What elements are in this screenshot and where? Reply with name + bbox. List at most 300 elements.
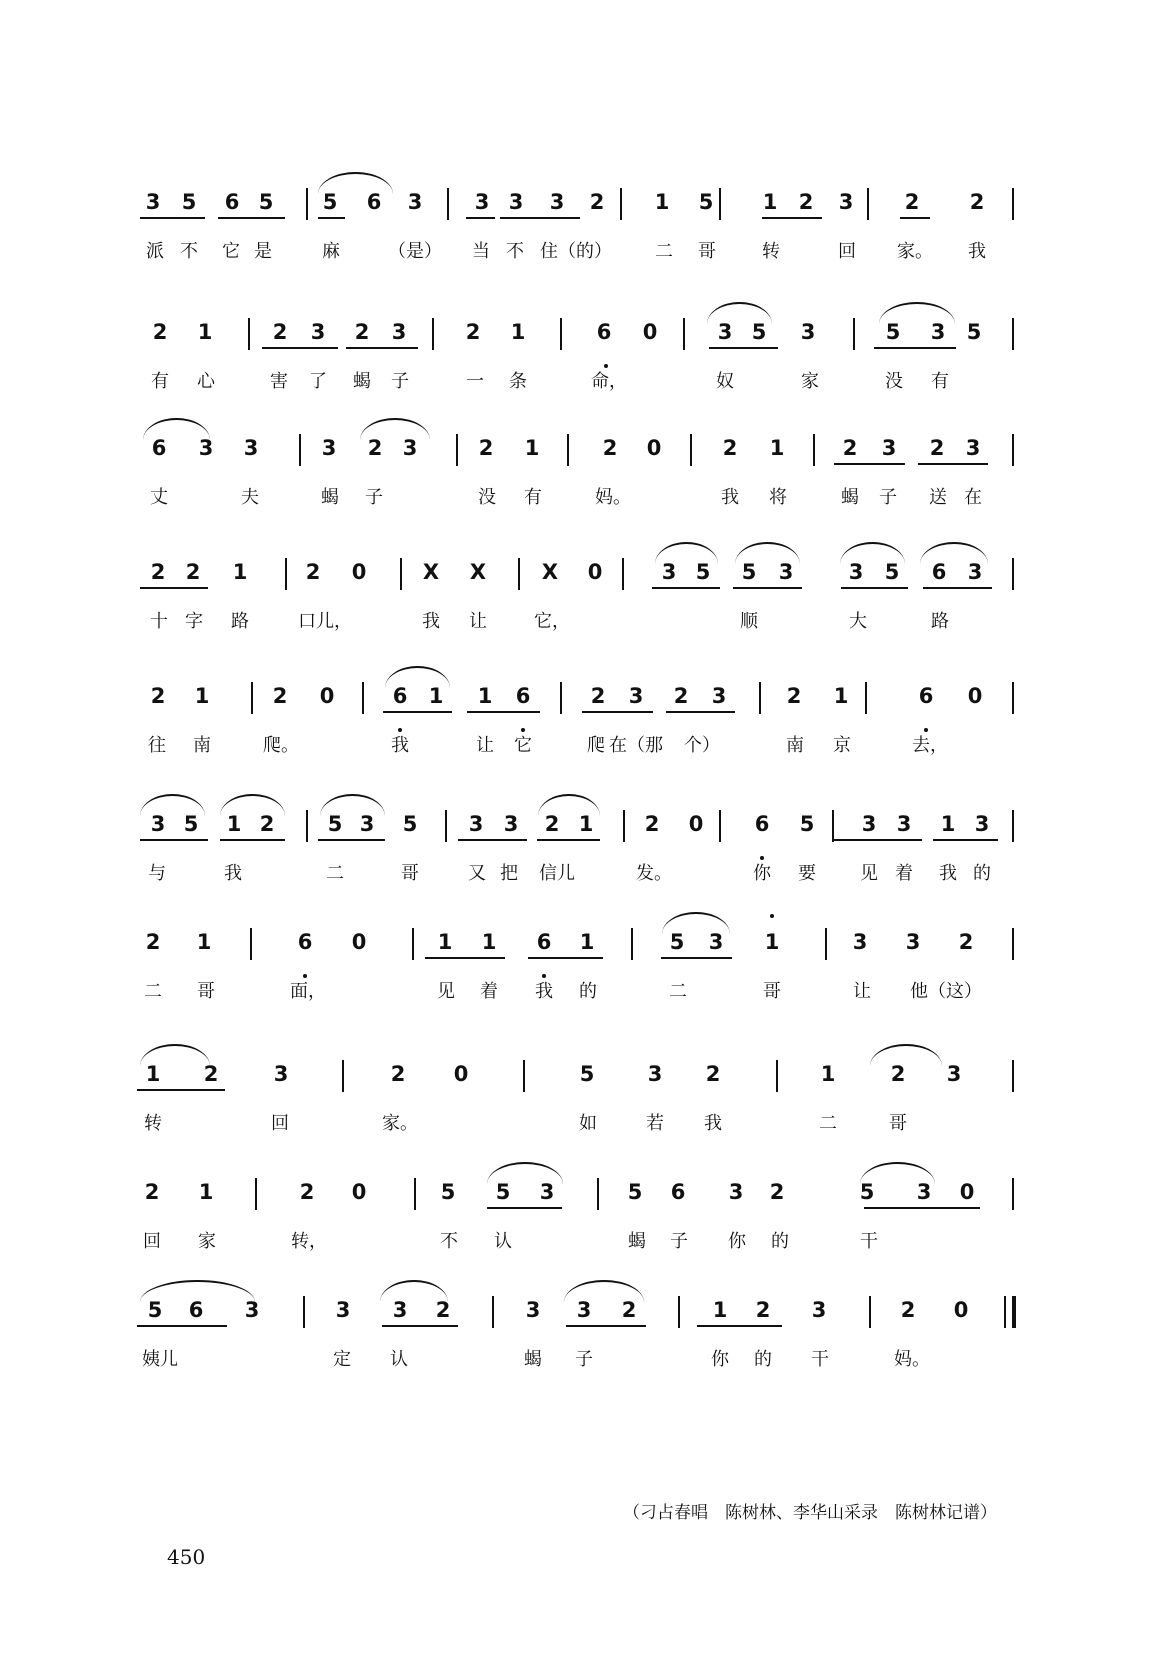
note: 0 — [351, 930, 367, 954]
barline — [622, 558, 624, 590]
octave-dot — [604, 364, 608, 368]
note: 6 — [151, 436, 167, 460]
note: 5 — [799, 812, 815, 836]
lyric-syllable: 我 — [535, 981, 553, 1002]
barline — [759, 682, 761, 714]
barline — [776, 1060, 778, 1092]
note: 5 — [181, 190, 197, 214]
beam-underline — [140, 587, 208, 589]
barline — [631, 928, 633, 960]
octave-dot — [924, 728, 928, 732]
note: 5 — [627, 1180, 643, 1204]
beam-underline — [383, 711, 452, 713]
note: 3 — [525, 1298, 541, 1322]
credit-text: （刁占春唱 陈树林、李华山采录 陈树林记谱） — [623, 1503, 997, 1523]
note: 0 — [953, 1298, 969, 1322]
lyric-syllable: 认 — [390, 1349, 408, 1370]
note: 2 — [354, 320, 370, 344]
note: 2 — [602, 436, 618, 460]
note: 3 — [717, 320, 733, 344]
note: 0 — [646, 436, 662, 460]
lyric-syllable: 的 — [973, 863, 991, 884]
note: 2 — [590, 684, 606, 708]
beam-underline — [466, 217, 495, 219]
lyric-syllable: 蝎 — [321, 487, 339, 508]
barline — [1012, 810, 1014, 842]
lyric-syllable: 转 — [144, 1113, 162, 1134]
note: 2 — [144, 1180, 160, 1204]
lyric-syllable: 子 — [879, 487, 897, 508]
lyric-syllable: （是） — [388, 241, 442, 262]
lyric-syllable: 要 — [798, 863, 816, 884]
barline — [813, 434, 815, 466]
lyric-syllable: 转， — [291, 1231, 327, 1252]
lyric-syllable: 十 — [150, 611, 168, 632]
lyric-syllable: 你 — [753, 863, 771, 884]
lyric-syllable: 让 — [853, 981, 871, 1002]
note: 3 — [946, 1062, 962, 1086]
lyric-syllable: 路 — [931, 611, 949, 632]
note: 3 — [539, 1180, 555, 1204]
note: 2 — [390, 1062, 406, 1086]
barline — [362, 682, 364, 714]
slur-arc — [220, 794, 285, 816]
barline — [865, 682, 867, 714]
note: 3 — [321, 436, 337, 460]
note: 5 — [698, 190, 714, 214]
note: 5 — [258, 190, 274, 214]
note: 2 — [644, 812, 660, 836]
lyric-syllable: 让 — [469, 611, 487, 632]
lyric-syllable: 家 — [801, 371, 819, 392]
barline — [400, 558, 402, 590]
lyric-syllable: 麻 — [322, 241, 340, 262]
note: 6 — [931, 560, 947, 584]
barline — [412, 928, 414, 960]
beam-underline — [137, 1325, 227, 1327]
lyric-syllable: 京 — [833, 735, 851, 756]
barline — [306, 810, 308, 842]
lyric-syllable: 哥 — [889, 1113, 907, 1134]
barline — [623, 810, 625, 842]
barline — [432, 318, 434, 350]
lyric-syllable: 往 — [148, 735, 166, 756]
barline — [678, 1296, 680, 1328]
lyric-syllable: 让 — [476, 735, 494, 756]
beam-underline — [537, 839, 600, 841]
lyric-syllable: 二 — [669, 981, 687, 1002]
note: 2 — [769, 1180, 785, 1204]
note: 1 — [232, 560, 248, 584]
note: 3 — [848, 560, 864, 584]
barline — [1012, 434, 1014, 466]
note: 1 — [524, 436, 540, 460]
note: 0 — [642, 320, 658, 344]
lyric-syllable: 哥 — [197, 981, 215, 1002]
beam-underline — [458, 839, 527, 841]
lyric-syllable: 姨儿 — [142, 1349, 178, 1370]
barline — [597, 1178, 599, 1210]
note: 2 — [722, 436, 738, 460]
slur-arc — [538, 794, 600, 816]
page-number: 450 — [167, 1545, 206, 1569]
lyric-syllable: 二 — [144, 981, 162, 1002]
barline — [1012, 682, 1014, 714]
barline — [620, 188, 622, 220]
barline — [250, 928, 252, 960]
note: 3 — [359, 812, 375, 836]
barline — [867, 188, 869, 220]
lyric-syllable: 哥 — [763, 981, 781, 1002]
beam-underline — [697, 1325, 782, 1327]
note: 1 — [226, 812, 242, 836]
note: 1 — [764, 930, 780, 954]
barline — [719, 188, 721, 220]
note: 3 — [503, 812, 519, 836]
lyric-syllable: 若 — [646, 1113, 664, 1134]
lyric-syllable: 蝎 — [353, 371, 371, 392]
lyric-syllable: 哥 — [401, 863, 419, 884]
lyric-syllable: 二 — [655, 241, 673, 262]
lyric-syllable: 定 — [333, 1349, 351, 1370]
note: 3 — [647, 1062, 663, 1086]
note: 2 — [890, 1062, 906, 1086]
lyric-syllable: 口儿， — [298, 611, 352, 632]
note: 1 — [712, 1298, 728, 1322]
beam-underline — [425, 957, 505, 959]
lyric-syllable: 转 — [762, 241, 780, 262]
note: 3 — [965, 436, 981, 460]
beam-underline — [137, 1089, 225, 1091]
score-system-9 — [0, 1180, 1157, 1290]
note: 5 — [440, 1180, 456, 1204]
slur-arc — [707, 302, 772, 324]
barline — [1012, 928, 1014, 960]
credit-line — [0, 1498, 1157, 1523]
score-system-6 — [0, 812, 1157, 922]
note: X — [422, 560, 440, 584]
note: 1 — [481, 930, 497, 954]
note: 5 — [327, 812, 343, 836]
note: 5 — [695, 560, 711, 584]
note: 2 — [152, 320, 168, 344]
lyric-syllable: 南 — [193, 735, 211, 756]
lyric-syllable: 面， — [290, 981, 326, 1002]
beam-underline — [140, 217, 205, 219]
lyric-syllable: 了 — [309, 371, 327, 392]
beam-underline — [346, 347, 418, 349]
lyric-syllable: 个） — [684, 735, 720, 756]
note: 2 — [904, 190, 920, 214]
note: 5 — [322, 190, 338, 214]
barline — [523, 1060, 525, 1092]
note: 2 — [755, 1298, 771, 1322]
barline — [251, 682, 253, 714]
lyric-syllable: 在（那 — [609, 735, 663, 756]
lyric-syllable: 蝎 — [628, 1231, 646, 1252]
note: 1 — [820, 1062, 836, 1086]
note: 2 — [478, 436, 494, 460]
note: 3 — [852, 930, 868, 954]
slur-arc — [879, 302, 955, 324]
barline — [1012, 1060, 1014, 1092]
note: 1 — [510, 320, 526, 344]
octave-dot — [760, 856, 764, 860]
beam-underline — [500, 217, 580, 219]
barline — [342, 1060, 344, 1092]
note: 2 — [185, 560, 201, 584]
barline — [832, 810, 834, 842]
lyric-syllable: 你 — [711, 1349, 729, 1370]
barline — [285, 558, 287, 590]
lyric-syllable: 回 — [271, 1113, 289, 1134]
lyric-syllable: 你 — [728, 1231, 746, 1252]
note: 5 — [741, 560, 757, 584]
note: 3 — [661, 560, 677, 584]
note: 3 — [930, 320, 946, 344]
note: 0 — [967, 684, 983, 708]
barline — [719, 810, 721, 842]
lyric-syllable: 当 — [472, 241, 490, 262]
note: 5 — [884, 560, 900, 584]
beam-underline — [923, 587, 992, 589]
lyric-syllable: 认 — [494, 1231, 512, 1252]
note: 2 — [145, 930, 161, 954]
note: 3 — [778, 560, 794, 584]
note: 3 — [905, 930, 921, 954]
lyric-syllable: 蝎 — [524, 1349, 542, 1370]
note: 3 — [896, 812, 912, 836]
note: 0 — [959, 1180, 975, 1204]
lyric-syllable: 把 — [500, 863, 518, 884]
lyric-syllable: 有 — [524, 487, 542, 508]
score-system-2 — [0, 320, 1157, 430]
lyric-syllable: 将 — [769, 487, 787, 508]
note: 3 — [391, 320, 407, 344]
note: 1 — [940, 812, 956, 836]
octave-dot — [542, 974, 546, 978]
lyric-syllable: 南 — [786, 735, 804, 756]
note: 6 — [224, 190, 240, 214]
note: 2 — [798, 190, 814, 214]
note: 0 — [453, 1062, 469, 1086]
lyric-syllable: 子 — [365, 487, 383, 508]
note: 6 — [536, 930, 552, 954]
note: 1 — [578, 812, 594, 836]
barline — [853, 318, 855, 350]
lyric-syllable: 家。 — [897, 241, 933, 262]
lyric-syllable: 我 — [391, 735, 409, 756]
note: 3 — [861, 812, 877, 836]
note: 2 — [621, 1298, 637, 1322]
lyric-syllable: 见 — [860, 863, 878, 884]
note: 2 — [305, 560, 321, 584]
note: 3 — [974, 812, 990, 836]
final-barline — [1012, 1296, 1016, 1328]
beam-underline — [709, 347, 778, 349]
lyric-syllable: 的 — [579, 981, 597, 1002]
beam-underline — [382, 1325, 458, 1327]
score-system-5 — [0, 684, 1157, 794]
note: 3 — [402, 436, 418, 460]
lyric-syllable: 家。 — [382, 1113, 418, 1134]
note: 6 — [515, 684, 531, 708]
score-system-8 — [0, 1062, 1157, 1172]
note: 2 — [929, 436, 945, 460]
lyric-syllable: 不 — [506, 241, 524, 262]
note: 3 — [549, 190, 565, 214]
lyric-syllable: 没 — [885, 371, 903, 392]
lyric-syllable: 的 — [754, 1349, 772, 1370]
note: 2 — [900, 1298, 916, 1322]
note: 1 — [477, 684, 493, 708]
lyric-syllable: 害 — [270, 371, 288, 392]
note: 3 — [800, 320, 816, 344]
lyric-syllable: 它 — [514, 735, 532, 756]
note: 2 — [969, 190, 985, 214]
note: 3 — [150, 812, 166, 836]
note: 3 — [310, 320, 326, 344]
note: 2 — [259, 812, 275, 836]
beam-underline — [933, 839, 998, 841]
note: 6 — [918, 684, 934, 708]
beam-underline — [841, 587, 908, 589]
note: 6 — [596, 320, 612, 344]
octave-dot — [303, 974, 307, 978]
barline — [248, 318, 250, 350]
barline — [1012, 1178, 1014, 1210]
note: X — [469, 560, 487, 584]
lyric-syllable: 信儿 — [539, 863, 575, 884]
beam-underline — [262, 347, 338, 349]
lyric-syllable: 大 — [849, 611, 867, 632]
note: 5 — [966, 320, 982, 344]
note: X — [541, 560, 559, 584]
barline — [560, 318, 562, 350]
slur-arc — [320, 794, 385, 816]
beam-underline — [733, 587, 802, 589]
slur-arc — [140, 794, 205, 816]
note: 6 — [297, 930, 313, 954]
octave-dot — [521, 728, 525, 732]
note: 1 — [769, 436, 785, 460]
barline — [445, 810, 447, 842]
lyric-syllable: 有 — [931, 371, 949, 392]
note: 0 — [319, 684, 335, 708]
beam-underline — [582, 711, 653, 713]
lyric-syllable: 是 — [254, 241, 272, 262]
lyric-syllable: 不 — [440, 1231, 458, 1252]
lyric-syllable: 家 — [198, 1231, 216, 1252]
lyric-syllable: 没 — [478, 487, 496, 508]
note: 3 — [881, 436, 897, 460]
note: 5 — [495, 1180, 511, 1204]
lyric-syllable: 见 — [437, 981, 455, 1002]
lyric-syllable: 哥 — [698, 241, 716, 262]
lyric-syllable: 又 — [468, 863, 486, 884]
lyric-syllable: 住（的） — [540, 241, 612, 262]
note: 1 — [196, 930, 212, 954]
lyric-syllable: 在 — [964, 487, 982, 508]
note: 3 — [407, 190, 423, 214]
lyric-syllable: 心 — [197, 371, 215, 392]
barline — [447, 188, 449, 220]
slur-arc — [140, 1044, 210, 1066]
note: 1 — [145, 1062, 161, 1086]
note: 3 — [508, 190, 524, 214]
note: 6 — [670, 1180, 686, 1204]
score-system-7 — [0, 930, 1157, 1040]
barline — [306, 188, 308, 220]
barline — [1012, 558, 1014, 590]
note: 2 — [705, 1062, 721, 1086]
note: 1 — [833, 684, 849, 708]
note: 2 — [589, 190, 605, 214]
note: 0 — [688, 812, 704, 836]
beam-underline — [140, 839, 208, 841]
note: 2 — [544, 812, 560, 836]
note: 3 — [335, 1298, 351, 1322]
lyric-syllable: 我 — [721, 487, 739, 508]
lyric-syllable: 回 — [143, 1231, 161, 1252]
note: 2 — [435, 1298, 451, 1322]
beam-underline — [467, 711, 540, 713]
note: 0 — [351, 560, 367, 584]
note: 2 — [150, 560, 166, 584]
note: 1 — [579, 930, 595, 954]
lyric-syllable: 干 — [860, 1231, 878, 1252]
lyric-syllable: 他（这） — [910, 981, 982, 1002]
note: 3 — [708, 930, 724, 954]
beam-underline — [218, 217, 285, 219]
note: 0 — [587, 560, 603, 584]
note: 6 — [392, 684, 408, 708]
note: 5 — [183, 812, 199, 836]
lyric-syllable: 丈 — [150, 487, 168, 508]
lyric-syllable: 顺 — [740, 611, 758, 632]
note: 1 — [437, 930, 453, 954]
note: 3 — [576, 1298, 592, 1322]
beam-underline — [652, 587, 720, 589]
barline — [414, 1178, 416, 1210]
barline — [299, 434, 301, 466]
note: 3 — [145, 190, 161, 214]
beam-underline — [900, 217, 930, 219]
lyric-syllable: 字 — [185, 611, 203, 632]
note: 3 — [838, 190, 854, 214]
beam-underline — [566, 1325, 646, 1327]
barline — [1004, 1296, 1006, 1328]
lyric-syllable: 爬。 — [263, 735, 299, 756]
note: 1 — [198, 1180, 214, 1204]
lyric-syllable: 妈。 — [894, 1349, 930, 1370]
note: 3 — [198, 436, 214, 460]
beam-underline — [487, 1207, 562, 1209]
barline — [560, 682, 562, 714]
lyric-syllable: 去， — [912, 735, 948, 756]
note: 3 — [392, 1298, 408, 1322]
lyric-syllable: 子 — [670, 1231, 688, 1252]
note: 2 — [367, 436, 383, 460]
octave-dot — [398, 728, 402, 732]
note: 2 — [958, 930, 974, 954]
note: 5 — [402, 812, 418, 836]
barline — [456, 434, 458, 466]
lyric-syllable: 与 — [148, 863, 166, 884]
note: 1 — [654, 190, 670, 214]
score-system-1 — [0, 190, 1157, 300]
lyric-syllable: 送 — [929, 487, 947, 508]
